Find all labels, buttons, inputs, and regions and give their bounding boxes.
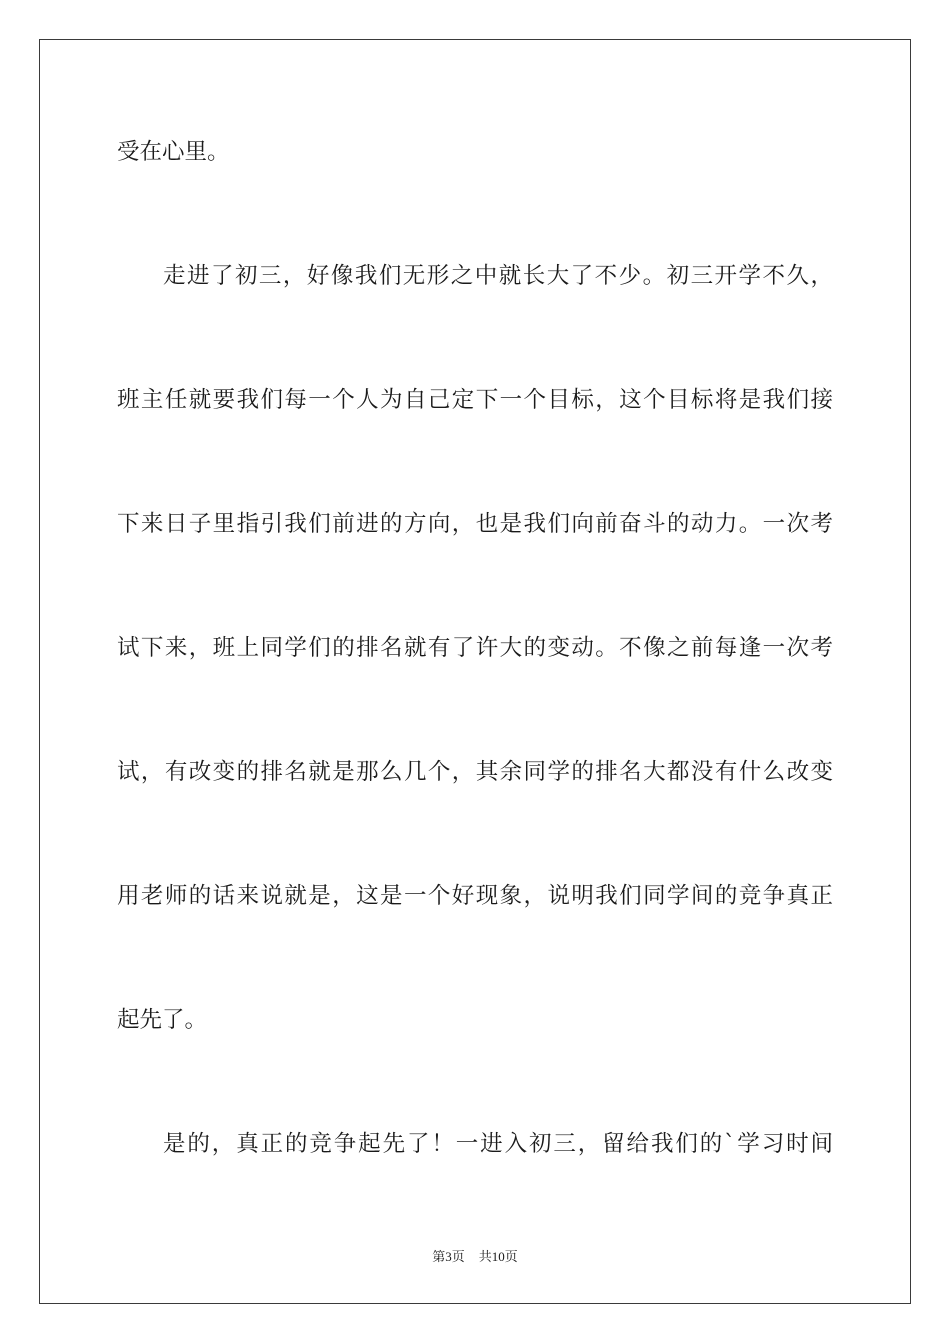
page-footer bbox=[0, 1248, 950, 1266]
page-number-total: 共10页 bbox=[478, 1249, 518, 1264]
text-line-2: 走进了初三，好像我们无形之中就长大了不少。初三开学不久， bbox=[163, 263, 833, 289]
text-line-6: 试，有改变的排名就是那么几个，其余同学的排名大都没有什么改变 bbox=[117, 759, 833, 785]
text-line-7: 用老师的话来说就是，这是一个好现象，说明我们同学间的竞争真正 bbox=[117, 883, 833, 909]
page-number-current: 第3页 bbox=[432, 1249, 465, 1264]
text-line-3: 班主任就要我们每一个人为自己定下一个目标，这个目标将是我们接 bbox=[117, 387, 833, 413]
text-line-8: 起先了。 bbox=[117, 1007, 208, 1033]
text-line-4: 下来日子里指引我们前进的方向，也是我们向前奋斗的动力。一次考 bbox=[117, 511, 833, 537]
text-line-9: 是的，真正的竞争起先了！一进入初三，留给我们的`学习时间 bbox=[163, 1131, 833, 1157]
page-border bbox=[39, 39, 911, 1304]
text-line-5: 试下来，班上同学们的排名就有了许大的变动。不像之前每逢一次考 bbox=[117, 635, 833, 661]
text-line-1: 受在心里。 bbox=[117, 139, 230, 165]
